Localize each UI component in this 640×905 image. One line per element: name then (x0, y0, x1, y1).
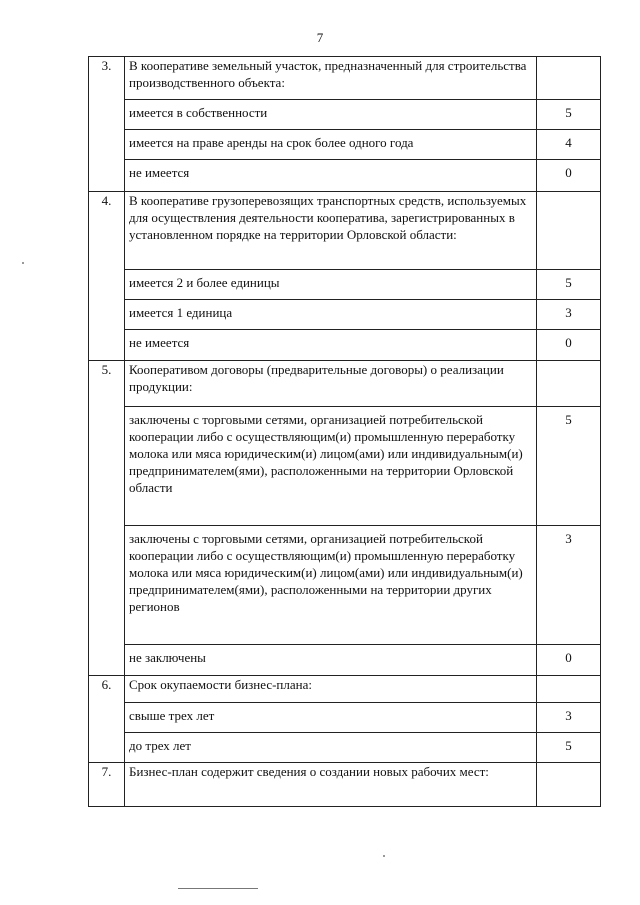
table-row (89, 703, 601, 733)
criterion-number: 6. (89, 676, 125, 763)
table-row (89, 763, 601, 807)
table-row (89, 160, 601, 192)
table-row (89, 361, 601, 407)
criteria-table (88, 56, 601, 807)
option-score: 5 (537, 407, 601, 526)
option-text: имеется на праве аренды на срок более одного года (125, 130, 537, 160)
table-row (89, 57, 601, 100)
table-row (89, 676, 601, 703)
table-row (89, 300, 601, 330)
option-text: не заключены (125, 645, 537, 676)
option-score: 3 (537, 526, 601, 645)
option-score: 3 (537, 300, 601, 330)
criterion-number: 7. (89, 763, 125, 807)
scan-speck (22, 262, 24, 264)
option-text: заключены с торговыми сетями, организацией потребительской кооперации либо с осуществляющим(и) промышленную переработку молока или мяса юридическим(и) лицом(ами) или индивидуальным(и) предпринимателем(ями), расположенными на территории других регионов (125, 526, 537, 645)
option-text: не имеется (125, 330, 537, 361)
option-text: имеется 2 и более единицы (125, 270, 537, 300)
criterion-question: Бизнес-план содержит сведения о создании новых рабочих мест: (125, 763, 537, 807)
option-text: не имеется (125, 160, 537, 192)
criterion-number: 5. (89, 361, 125, 676)
score-cell (537, 192, 601, 270)
footer-divider (178, 888, 258, 889)
option-text: до трех лет (125, 733, 537, 763)
table-row (89, 733, 601, 763)
page-number: 7 (316, 30, 324, 45)
option-score: 0 (537, 330, 601, 361)
option-text: заключены с торговыми сетями, организацией потребительской кооперации либо с осуществляющим(и) промышленную переработку молока или мяса юридическим(и) лицом(ами) или индивидуальным(и) предпринимателем(ями), расположенными на территории Орловской области (125, 407, 537, 526)
option-score: 0 (537, 160, 601, 192)
score-cell (537, 763, 601, 807)
table-row (89, 645, 601, 676)
scan-speck (383, 855, 385, 857)
criterion-question: В кооперативе грузоперевозящих транспортных средств, используемых для осуществления деятельности кооператива, зарегистрированных в установленном порядке на территории Орловской области: (125, 192, 537, 270)
option-text: имеется 1 единица (125, 300, 537, 330)
option-text: имеется в собственности (125, 100, 537, 130)
option-score: 3 (537, 703, 601, 733)
option-score: 0 (537, 645, 601, 676)
option-score: 5 (537, 100, 601, 130)
table-row (89, 526, 601, 645)
table-row (89, 407, 601, 526)
score-cell (537, 361, 601, 407)
table-row (89, 330, 601, 361)
score-cell (537, 57, 601, 100)
criterion-number: 3. (89, 57, 125, 192)
criterion-question: В кооперативе земельный участок, предназначенный для строительства производственного объекта: (125, 57, 537, 100)
criterion-number: 4. (89, 192, 125, 361)
criterion-question: Кооперативом договоры (предварительные договоры) о реализации продукции: (125, 361, 537, 407)
table-row (89, 192, 601, 270)
option-score: 5 (537, 733, 601, 763)
option-score: 5 (537, 270, 601, 300)
criterion-question: Срок окупаемости бизнес-плана: (125, 676, 537, 703)
table-row (89, 270, 601, 300)
table-row (89, 100, 601, 130)
option-score: 4 (537, 130, 601, 160)
option-text: свыше трех лет (125, 703, 537, 733)
score-cell (537, 676, 601, 703)
table-row (89, 130, 601, 160)
